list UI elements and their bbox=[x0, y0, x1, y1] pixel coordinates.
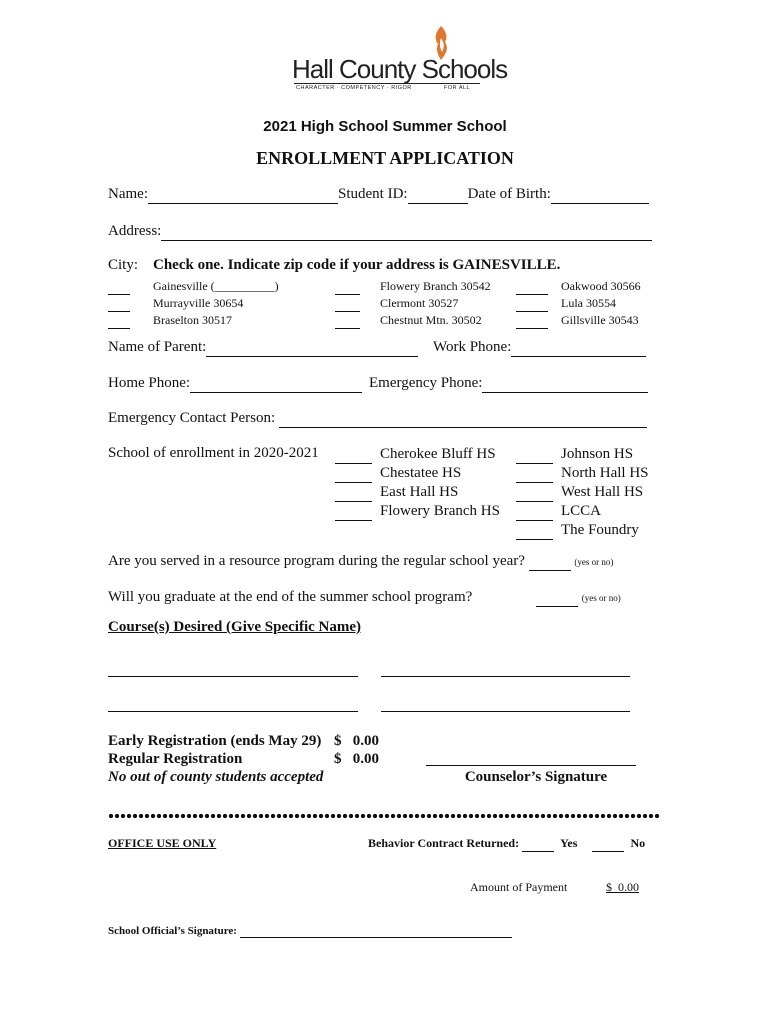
address-row bbox=[108, 223, 652, 241]
school-option[interactable] bbox=[335, 483, 500, 502]
city-option[interactable] bbox=[516, 295, 641, 312]
home-phone-row bbox=[108, 375, 362, 393]
emergency-phone-label: Emergency Phone: bbox=[369, 375, 483, 391]
district-logo bbox=[292, 26, 508, 92]
graduate-answer-field[interactable] bbox=[536, 589, 578, 607]
emergency-contact-row bbox=[108, 410, 647, 428]
school-option-label: The Foundry bbox=[561, 522, 639, 538]
school-option[interactable] bbox=[516, 521, 649, 540]
parent-row bbox=[108, 339, 418, 357]
school-option-label: Johnson HS bbox=[561, 446, 634, 462]
dotted-divider bbox=[108, 813, 660, 819]
city-check-line[interactable] bbox=[108, 295, 130, 312]
early-registration-label: Early Registration (ends May 29) bbox=[108, 733, 322, 749]
city-option[interactable] bbox=[108, 312, 279, 329]
behavior-yes-label: Yes bbox=[560, 836, 578, 850]
city-check-line[interactable] bbox=[108, 312, 130, 329]
course-line-1[interactable] bbox=[108, 676, 358, 677]
city-check-line[interactable] bbox=[335, 278, 360, 295]
resource-answer-field[interactable] bbox=[529, 553, 571, 571]
city-option[interactable] bbox=[108, 295, 279, 312]
emergency-contact-field[interactable] bbox=[279, 410, 647, 428]
school-check-line[interactable] bbox=[335, 464, 372, 483]
regular-registration-label: Regular Registration bbox=[108, 751, 243, 767]
city-col3 bbox=[516, 278, 641, 329]
emergency-phone-row bbox=[369, 375, 648, 393]
city-option[interactable] bbox=[516, 312, 641, 329]
school-option[interactable] bbox=[335, 445, 500, 464]
name-label: Name: bbox=[108, 186, 148, 202]
form-subtitle: 2021 High School Summer School bbox=[263, 118, 507, 135]
behavior-no-label: No bbox=[630, 836, 646, 850]
city-instruction: Check one. Indicate zip code if your address is GAINESVILLE. bbox=[153, 257, 561, 273]
home-phone-label: Home Phone: bbox=[108, 375, 191, 391]
school-option-label: Flowery Branch HS bbox=[380, 503, 500, 519]
school-option[interactable] bbox=[335, 502, 500, 521]
city-option[interactable] bbox=[108, 278, 279, 295]
school-check-line[interactable] bbox=[516, 502, 553, 521]
early-registration-amount: $ 0.00 bbox=[334, 733, 379, 749]
school-option-label: West Hall HS bbox=[561, 484, 644, 500]
school-option-label: Chestatee HS bbox=[380, 465, 462, 481]
school-option-label: North Hall HS bbox=[561, 465, 649, 481]
school-check-line[interactable] bbox=[516, 464, 553, 483]
parent-field[interactable] bbox=[206, 339, 418, 357]
work-phone-row bbox=[433, 339, 646, 357]
city-check-line[interactable] bbox=[516, 312, 548, 329]
course-line-2[interactable] bbox=[381, 676, 630, 677]
city-option-label: Murrayville 30654 bbox=[153, 296, 244, 310]
school-option-label: Cherokee Bluff HS bbox=[380, 446, 496, 462]
city-option-label: Gainesville (__________) bbox=[153, 279, 279, 293]
city-option-label: Gillsville 30543 bbox=[561, 313, 639, 327]
school-check-line[interactable] bbox=[335, 483, 372, 502]
school-option[interactable] bbox=[516, 483, 649, 502]
student-id-field[interactable] bbox=[408, 186, 468, 204]
parent-label: Name of Parent: bbox=[108, 339, 207, 355]
behavior-contract-row bbox=[368, 836, 645, 852]
name-row bbox=[108, 186, 649, 204]
school-option-label: LCCA bbox=[561, 503, 602, 519]
dob-label: Date of Birth: bbox=[467, 186, 551, 202]
course-line-4[interactable] bbox=[381, 711, 630, 712]
form-title: ENROLLMENT APPLICATION bbox=[256, 148, 514, 168]
city-check-line[interactable] bbox=[335, 312, 360, 329]
city-col1 bbox=[108, 278, 279, 329]
name-field[interactable] bbox=[148, 186, 338, 204]
address-label: Address: bbox=[108, 223, 162, 239]
city-option[interactable] bbox=[335, 312, 491, 329]
payment-value: $ 0.00 bbox=[606, 880, 639, 894]
logo-tagline: CHARACTER · COMPETENCY · RIGOR bbox=[296, 85, 412, 91]
city-check-line[interactable] bbox=[108, 278, 130, 295]
work-phone-field[interactable] bbox=[511, 339, 646, 357]
school-check-line[interactable] bbox=[335, 445, 372, 464]
city-option-label: Chestnut Mtn. 30502 bbox=[380, 313, 482, 327]
graduate-yes-no-hint: (yes or no) bbox=[581, 593, 621, 603]
emergency-phone-field[interactable] bbox=[482, 375, 648, 393]
courses-label: Course(s) Desired (Give Specific Name) bbox=[108, 619, 361, 635]
school-col2 bbox=[516, 445, 649, 540]
dob-field[interactable] bbox=[551, 186, 649, 204]
payment-label: Amount of Payment bbox=[470, 880, 568, 894]
school-label: School of enrollment in 2020-2021 bbox=[108, 445, 319, 461]
school-check-line[interactable] bbox=[516, 483, 553, 502]
city-check-line[interactable] bbox=[516, 295, 548, 312]
address-field[interactable] bbox=[161, 223, 652, 241]
school-option-label: East Hall HS bbox=[380, 484, 459, 500]
course-line-3[interactable] bbox=[108, 711, 358, 712]
counselor-signature-line[interactable] bbox=[426, 765, 636, 766]
logo-wordmark: Hall County Schools bbox=[292, 54, 508, 84]
city-check-line[interactable] bbox=[335, 295, 360, 312]
office-use-label: OFFICE USE ONLY bbox=[108, 836, 217, 850]
graduate-question: Will you graduate at the end of the summer school program? bbox=[108, 589, 473, 605]
city-option-label: Flowery Branch 30542 bbox=[380, 279, 491, 293]
resource-question: Are you served in a resource program during the regular school year? bbox=[108, 553, 525, 569]
logo-tagline-right: FOR ALL bbox=[444, 85, 471, 91]
regular-registration-amount: $ 0.00 bbox=[334, 751, 379, 767]
city-col2 bbox=[335, 278, 491, 329]
city-option-label: Braselton 30517 bbox=[153, 313, 232, 327]
city-option[interactable] bbox=[516, 278, 641, 295]
out-of-county-note: No out of county students accepted bbox=[108, 769, 324, 785]
city-label: City: bbox=[108, 257, 139, 273]
counselor-signature-label: Counselor’s Signature bbox=[464, 769, 608, 785]
school-option[interactable] bbox=[516, 464, 649, 483]
city-option[interactable] bbox=[335, 278, 491, 295]
city-option-label: Lula 30554 bbox=[561, 296, 616, 310]
city-option[interactable] bbox=[335, 295, 491, 312]
student-id-label: Student ID: bbox=[337, 186, 408, 202]
behavior-no-field[interactable] bbox=[592, 836, 624, 852]
city-check-line[interactable] bbox=[516, 278, 548, 295]
school-check-line[interactable] bbox=[516, 521, 553, 540]
emergency-contact-label: Emergency Contact Person: bbox=[108, 410, 276, 426]
logo-underline bbox=[294, 83, 480, 84]
official-signature-field[interactable] bbox=[240, 925, 512, 938]
home-phone-field[interactable] bbox=[190, 375, 362, 393]
school-option[interactable] bbox=[516, 445, 649, 464]
school-option[interactable] bbox=[335, 464, 500, 483]
city-option-label: Oakwood 30566 bbox=[561, 279, 641, 293]
official-signature-row bbox=[108, 925, 512, 938]
behavior-contract-label: Behavior Contract Returned: bbox=[368, 836, 520, 850]
official-signature-label: School Official’s Signature: bbox=[108, 925, 237, 937]
city-option-label: Clermont 30527 bbox=[380, 296, 459, 310]
behavior-yes-field[interactable] bbox=[522, 836, 554, 852]
school-check-line[interactable] bbox=[335, 502, 372, 521]
work-phone-label: Work Phone: bbox=[433, 339, 512, 355]
resource-yes-no-hint: (yes or no) bbox=[574, 557, 614, 567]
graduate-answer-row bbox=[536, 589, 621, 607]
school-option[interactable] bbox=[516, 502, 649, 521]
school-check-line[interactable] bbox=[516, 445, 553, 464]
resource-question-row bbox=[108, 553, 613, 571]
school-col1 bbox=[335, 445, 500, 521]
